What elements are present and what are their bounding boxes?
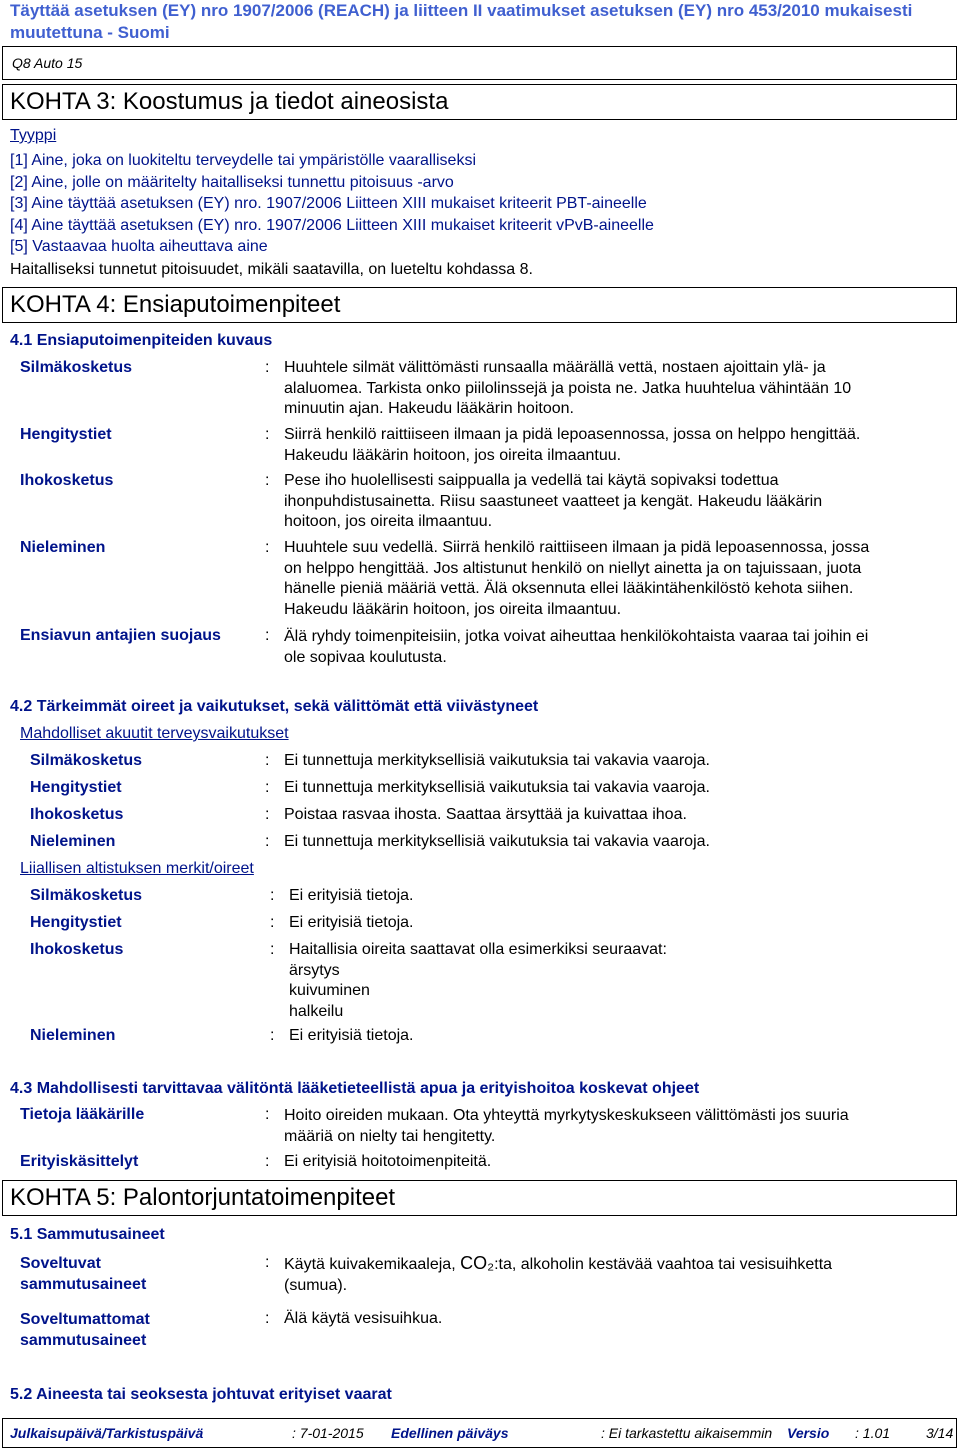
acute-label: Nieleminen [30, 833, 116, 850]
first-aid-label: Ensiavun antajien suojaus [20, 627, 221, 644]
overexposure-text: Ei erityisiä tietoja. [289, 1027, 414, 1044]
overexposure-label: Nieleminen [30, 1027, 116, 1044]
special-treatment-label: Erityiskäsittelyt [20, 1153, 139, 1170]
type-label: Tyyppi [10, 127, 57, 144]
colon: : [265, 833, 270, 850]
overexposure-label: Silmäkosketus [30, 887, 143, 904]
colon: : [265, 779, 270, 796]
first-aid-text: Siirrä henkilö raittiiseen ilmaan ja pidä lepoasennossa, jossa on helppo hengittää. Hakeudu lääkärin hoitoon, jos oireita ilmaantuu. [284, 426, 861, 464]
first-aid-text: Huuhtele suu vedellä. Siirrä henkilö raittiiseen ilmaan ja pidä lepoasennossa, jossa on helppo hengittää. Jos altistunut henkilö on niellyt ainetta ja on tajuissaan, juota hänelle pieniä määriä vettä. Älä oksennuta ellei lääkintähenkilöstö kehota siihen. Hakeudu lääkärin hoitoon, jos oireita ilmaantuu. [284, 539, 870, 618]
colon: : [265, 1254, 270, 1271]
colon: : [265, 752, 270, 769]
acute-effects-title: Mahdolliset akuutit terveysvaikutukset [20, 725, 289, 742]
doctor-notes-text: Hoito oireiden mukaan. Ota yhteyttä myrkytyskeskukseen välittömästi jos suuria määriä on nielty tai hengitetty. [284, 1107, 849, 1145]
subsection-5-1: 5.1 Sammutusaineet [10, 1226, 165, 1243]
colon: : [265, 1153, 270, 1170]
acute-text: Ei tunnettuja merkityksellisiä vaikutuksia tai vakavia vaaroja. [284, 779, 710, 796]
acute-text: Poistaa rasvaa ihosta. Saattaa ärsyttää ja kuivattaa ihoa. [284, 806, 687, 823]
type-item: [2] Aine, jolle on määritelty haitalliseksi tunnettu pitoisuus -arvo [10, 173, 454, 191]
subsection-4-1: 4.1 Ensiaputoimenpiteiden kuvaus [10, 332, 273, 349]
colon: : [270, 914, 275, 931]
unsuitable-media-label: Soveltumattomat sammutusaineet [20, 1311, 150, 1349]
subsection-5-2: 5.2 Aineesta tai seoksesta johtuvat erityiset vaarat [10, 1386, 392, 1403]
subsection-4-3: 4.3 Mahdollisesti tarvittavaa välitöntä lääketieteellistä apua ja erityishoitoa koskevat ohjeet [10, 1080, 700, 1097]
colon: : [265, 472, 270, 489]
overexposure-title: Liiallisen altistuksen merkit/oireet [20, 860, 254, 877]
overexposure-text: Ei erityisiä tietoja. [289, 914, 414, 931]
first-aid-label: Ihokosketus [20, 472, 114, 489]
version-label: Versio [787, 1425, 830, 1441]
first-aid-label: Silmäkosketus [20, 359, 133, 376]
acute-label: Silmäkosketus [30, 752, 143, 769]
colon: : [265, 806, 270, 823]
acute-label: Ihokosketus [30, 806, 124, 823]
overexposure-label: Hengitystiet [30, 914, 122, 931]
first-aid-label: Hengitystiet [20, 426, 112, 443]
overexposure-label: Ihokosketus [30, 941, 124, 958]
issue-date-value: : 7-01-2015 [292, 1425, 364, 1441]
subsection-4-2: 4.2 Tärkeimmät oireet ja vaikutukset, sekä välittömät että viivästyneet [10, 698, 539, 715]
overexposure-text: Ei erityisiä tietoja. [289, 887, 414, 904]
colon: : [265, 627, 270, 644]
colon: : [265, 1106, 270, 1123]
type-list [10, 150, 654, 258]
previous-date-value: : Ei tarkastettu aikaisemmin [601, 1425, 773, 1441]
suitable-media-label: Soveltuvat sammutusaineet [20, 1255, 147, 1293]
overexposure-text: Haitallisia oireita saattavat olla esimerkiksi seuraavat: ärsytys kuivuminen halkeilu [289, 941, 667, 1020]
colon: : [265, 359, 270, 376]
first-aid-label: Nieleminen [20, 539, 106, 556]
first-aid-text: Pese iho huolellisesti saippualla ja vedellä tai käytä sopivaksi todettua ihonpuhdistusainetta. Riisu saastuneet vaatteet ja kengät. Hakeudu lääkärin hoitoon, jos oireita ilmaantuu. [284, 472, 823, 530]
colon: : [270, 1027, 275, 1044]
previous-date-label: Edellinen päiväys [391, 1425, 509, 1441]
suitable-media-text: Käytä kuivakemikaaleja, CO₂:ta, alkoholin kestävää vaahtoa tai vesisuihketta (sumua). [284, 1253, 833, 1294]
colon: : [265, 1310, 270, 1327]
type-item: [4] Aine täyttää asetuksen (EY) nro. 1907/2006 Liitteen XIII mukaiset kriteerit vPvB-aineelle [10, 216, 654, 234]
co2-formula: CO₂ [460, 1253, 495, 1273]
unsuitable-media-text: Älä käytä vesisuihkua. [284, 1310, 443, 1327]
type-item: [5] Vastaavaa huolta aiheuttava aine [10, 238, 268, 255]
first-aid-text: Älä ryhdy toimenpiteisiin, jotka voivat aiheuttaa henkilökohtaista vaaraa tai joihin ei ole sopivaa koulutusta. [284, 628, 869, 666]
colon: : [270, 941, 275, 958]
colon: : [265, 426, 270, 443]
acute-label: Hengitystiet [30, 779, 122, 796]
colon: : [265, 539, 270, 556]
header-line-1: Täyttää asetuksen (EY) nro 1907/2006 (REACH) ja liitteen II vaatimukset asetuksen (EY) nro 453/2010 mukaisesti [10, 1, 913, 20]
acute-text: Ei tunnettuja merkityksellisiä vaikutuksia tai vakavia vaaroja. [284, 752, 710, 769]
header-line-2: muutettuna - Suomi [10, 23, 170, 42]
section-4-title: KOHTA 4: Ensiaputoimenpiteet [10, 291, 341, 318]
document-header [10, 0, 912, 44]
acute-text: Ei tunnettuja merkityksellisiä vaikutuksia tai vakavia vaaroja. [284, 833, 710, 850]
doctor-notes-label: Tietoja lääkärille [20, 1106, 145, 1123]
product-name-box [2, 46, 957, 80]
first-aid-text: Huuhtele silmät välittömästi runsaalla määrällä vettä, nostaen ajoittain ylä- ja alaluomea. Tarkista onko piilolinssejä ja poista ne. Jatka huuhtelua vähintään 10 minuutin ajan. Hakeudu lääkärin hoitoon. [284, 359, 852, 417]
product-name: Q8 Auto 15 [12, 55, 83, 71]
section-5-title: KOHTA 5: Palontorjuntatoimenpiteet [10, 1184, 396, 1211]
page-number: 3/14 [926, 1425, 954, 1441]
section-3-title: KOHTA 3: Koostumus ja tiedot aineosista [10, 88, 449, 115]
concentration-note: Haitalliseksi tunnetut pitoisuudet, mikäli saatavilla, on lueteltu kohdassa 8. [10, 261, 533, 278]
type-item: [3] Aine täyttää asetuksen (EY) nro. 1907/2006 Liitteen XIII mukaiset kriteerit PBT-aineelle [10, 195, 647, 212]
colon: : [270, 887, 275, 904]
type-item: [1] Aine, joka on luokiteltu terveydelle tai ympäristölle vaaralliseksi [10, 152, 477, 169]
special-treatment-text: Ei erityisiä hoitotoimenpiteitä. [284, 1153, 492, 1170]
version-value: : 1.01 [855, 1425, 891, 1441]
issue-date-label: Julkaisupäivä/Tarkistuspäivä [10, 1425, 204, 1441]
